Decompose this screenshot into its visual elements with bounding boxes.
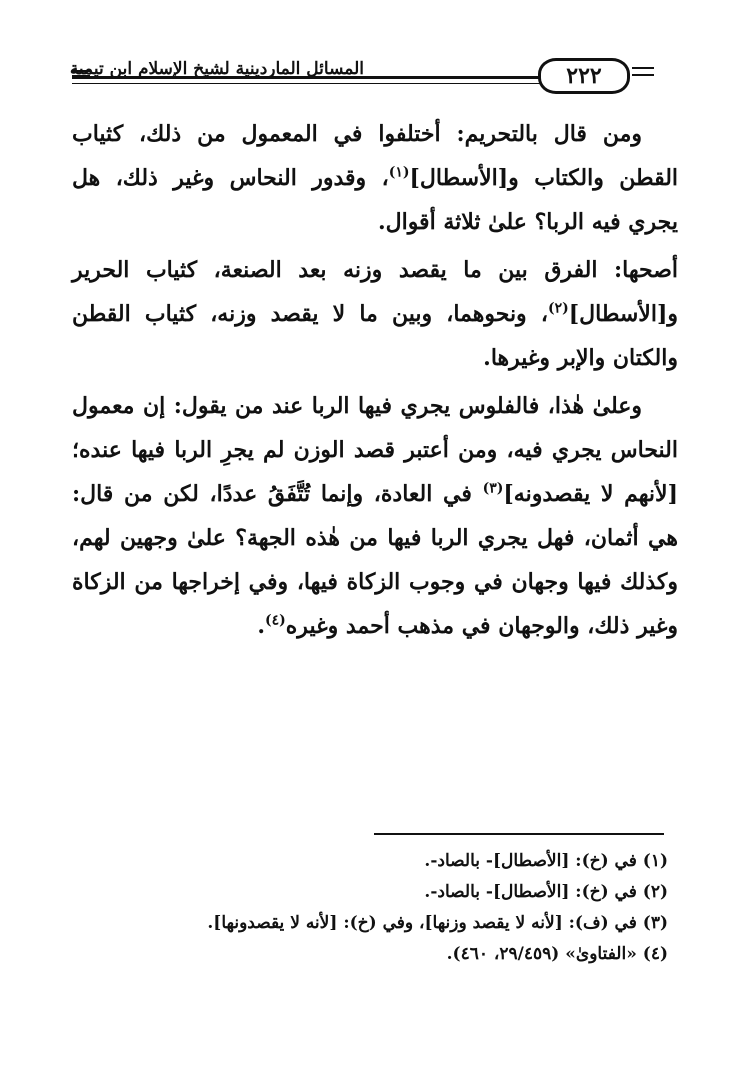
footnote-ref-3: (٣) xyxy=(482,480,504,497)
running-title: المسائل الماردينية لشيخ الإسلام ابن تيمية xyxy=(69,59,364,79)
paragraph-3-text-c: . xyxy=(257,613,265,639)
paragraph-1-text-b: ، وقدور النحاس وغير ذلك، هل يجري فيه الربا؟ علىٰ ثلاثة أقوال. xyxy=(72,165,678,235)
header-rule-right xyxy=(632,67,654,76)
footnote-3: (٣) في (ف): [لأنه لا يقصد وزنها]، وفي (خ): [لأنه لا يقصدونها]. xyxy=(207,913,668,933)
footnote-1: (١) في (خ): [الأصطال]- بالصاد-. xyxy=(424,851,668,871)
footnote-ref-2: (٢) xyxy=(547,300,569,317)
paragraph-1-text-a: ومن قال بالتحريم: أختلفوا في المعمول من ذلك، كثياب القطن والكتاب و[الأسطال] xyxy=(72,121,679,191)
footnote-4: (٤) «الفتاوىٰ» (٢٩/٤٥٩، ٤٦٠). xyxy=(446,944,668,964)
running-header xyxy=(69,52,654,94)
paragraph-3-text-b: في العادة، وإنما تُتَّفَقُ عددًا، لكن من قال: هي أثمان، فهل يجري الربا فيها من هٰذه الجهة؟ علىٰ وجهين لهم، وكذلك فيها وجهان في وجوب الزكاة فيها، وفي إخراجها من الزكاة وغير ذلك، والوجهان في مذهب أحمد وغيره xyxy=(72,481,678,639)
paragraph-3 xyxy=(72,384,678,648)
paragraph-3-text-a: وعلىٰ هٰذا، فالفلوس يجري فيها الربا عند من يقول: إن معمول النحاس يجري فيه، ومن أعتبر قصد الوزن لم يجرِ الربا فيها عنده؛ [لأنهم لا يقصدونه] xyxy=(72,393,678,507)
footnote-ref-4: (٤) xyxy=(265,612,286,629)
paragraph-1 xyxy=(72,112,678,244)
page-number: ٢٢٢ xyxy=(538,58,630,94)
footnote-2: (٢) في (خ): [الأصطال]- بالصاد-. xyxy=(424,882,668,902)
main-text xyxy=(72,112,678,652)
footnotes xyxy=(90,846,668,970)
paragraph-2-text-b: ، ونحوهما، وبين ما لا يقصد وزنه، كثياب القطن والكتان والإبر وغيرها. xyxy=(72,301,678,371)
footnote-separator xyxy=(374,833,664,835)
paragraph-2 xyxy=(72,248,678,380)
paragraph-2-text-a: أصحها: الفرق بين ما يقصد وزنه بعد الصنعة، كثياب الحرير و[الأسطال] xyxy=(72,257,678,327)
footnote-ref-1: (١) xyxy=(388,164,410,181)
